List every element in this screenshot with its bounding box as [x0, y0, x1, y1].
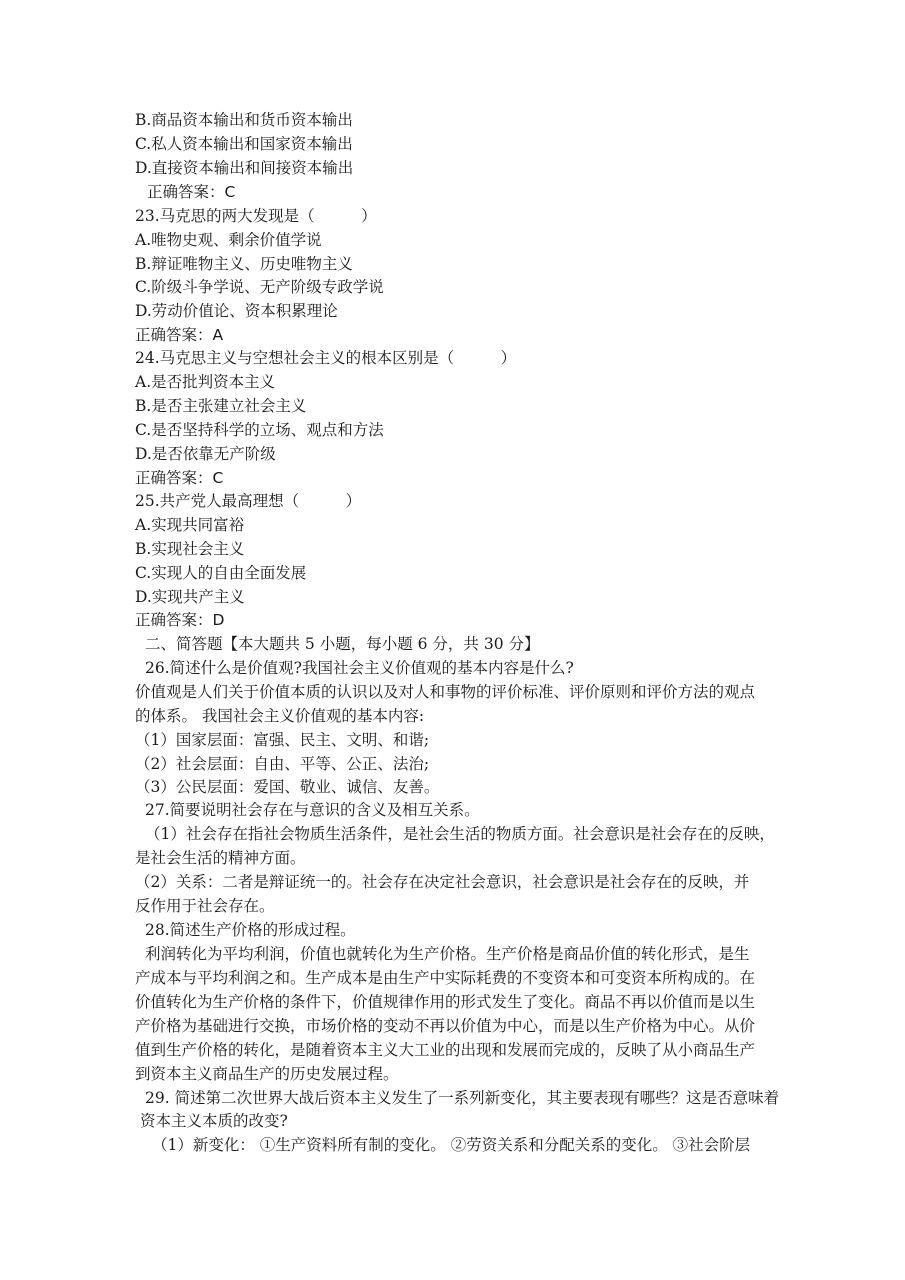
answer-28-line-4: 产价格为基础进行交换，市场价格的变动不再以价值为中心，而是以生产价格为中心。从价 — [135, 1017, 756, 1035]
option-c-22: C.私人资本输出和国家资本输出 — [135, 135, 353, 153]
answer-27-line-3: （2）关系：二者是辩证统一的。社会存在决定社会意识，社会意识是社会存在的反映，并 — [135, 873, 750, 891]
answer-23: 正确答案：A — [135, 326, 224, 344]
option-c-24: C.是否坚持科学的立场、观点和方法 — [135, 421, 384, 439]
answer-28-line-2: 产成本与平均利润之和。生产成本是由生产中实际耗费的不变资本和可变资本所构成的。在 — [135, 969, 756, 987]
option-c-25: C.实现人的自由全面发展 — [135, 564, 307, 582]
answer-26-line-2: 的体系。 我国社会主义价值观的基本内容: — [135, 707, 425, 725]
question-25: 25.共产党人最高理想（ ） — [135, 492, 362, 510]
option-d-23: D.劳动价值论、资本积累理论 — [135, 302, 338, 320]
option-a-24: A.是否批判资本主义 — [135, 373, 276, 391]
option-d-25: D.实现共产主义 — [135, 588, 245, 606]
question-28: 28.简述生产价格的形成过程。 — [145, 921, 356, 939]
question-24: 24.马克思主义与空想社会主义的根本区别是（ ） — [135, 349, 517, 367]
option-b-23: B.辩证唯物主义、历史唯物主义 — [135, 255, 353, 273]
answer-26-line-3: （1）国家层面：富强、民主、文明、和谐; — [135, 731, 430, 749]
section-heading: 二、简答题【本大题共 5 小题，每小题 6 分，共 30 分】 — [145, 635, 540, 653]
answer-26-line-1: 价值观是人们关于价值本质的认识以及对人和事物的评价标准、评价原则和评价方法的观点 — [135, 683, 756, 701]
answer-28-line-3: 价值转化为生产价格的条件下，价值规律作用的形式发生了变化。商品不再以价值而是以生 — [135, 993, 756, 1011]
question-29-line-1: 29. 简述第二次世界大战后资本主义发生了一系列新变化，其主要表现有哪些？这是否意味着 — [145, 1089, 780, 1107]
question-23: 23.马克思的两大发现是（ ） — [135, 207, 377, 225]
answer-28-line-5: 值到生产价格的转化，是随着资本主义大工业的出现和发展而完成的，反映了从小商品生产 — [135, 1041, 756, 1059]
answer-22: 正确答案：C — [147, 183, 236, 201]
answer-27-line-4: 反作用于社会存在。 — [135, 897, 275, 915]
answer-25: 正确答案：D — [135, 611, 225, 629]
question-29-line-2: 资本主义本质的改变? — [140, 1112, 288, 1130]
option-a-23: A.唯物史观、剩余价值学说 — [135, 231, 322, 249]
answer-26-line-4: （2）社会层面：自由、平等、公正、法治; — [135, 755, 430, 773]
answer-26-line-5: （3）公民层面：爱国、敬业、诚信、友善。 — [135, 778, 440, 796]
answer-27-line-1: （1）社会存在指社会物质生活条件，是社会生活的物质方面。社会意识是社会存在的反映， — [145, 825, 775, 843]
option-b-25: B.实现社会主义 — [135, 540, 245, 558]
answer-28-line-1: 利润转化为平均利润，价值也就转化为生产价格。生产价格是商品价值的转化形式，是生 — [145, 945, 750, 963]
option-d-24: D.是否依靠无产阶级 — [135, 445, 276, 463]
answer-24: 正确答案：C — [135, 469, 224, 487]
option-a-25: A.实现共同富裕 — [135, 516, 245, 534]
question-26: 26.简述什么是价值观?我国社会主义价值观的基本内容是什么? — [145, 659, 574, 677]
option-b-22: B.商品资本输出和货币资本输出 — [135, 111, 353, 129]
answer-29-line-1: （1）新变化： ①生产资料所有制的变化。 ②劳资关系和分配关系的变化。 ③社会阶层 — [152, 1136, 751, 1154]
question-27: 27.简要说明社会存在与意识的含义及相互关系。 — [145, 801, 480, 819]
option-c-23: C.阶级斗争学说、无产阶级专政学说 — [135, 278, 384, 296]
option-b-24: B.是否主张建立社会主义 — [135, 397, 307, 415]
answer-27-line-2: 是社会生活的精神方面。 — [135, 849, 306, 867]
option-d-22: D.直接资本输出和间接资本输出 — [135, 159, 354, 177]
answer-28-line-6: 到资本主义商品生产的历史发展过程。 — [135, 1065, 399, 1083]
